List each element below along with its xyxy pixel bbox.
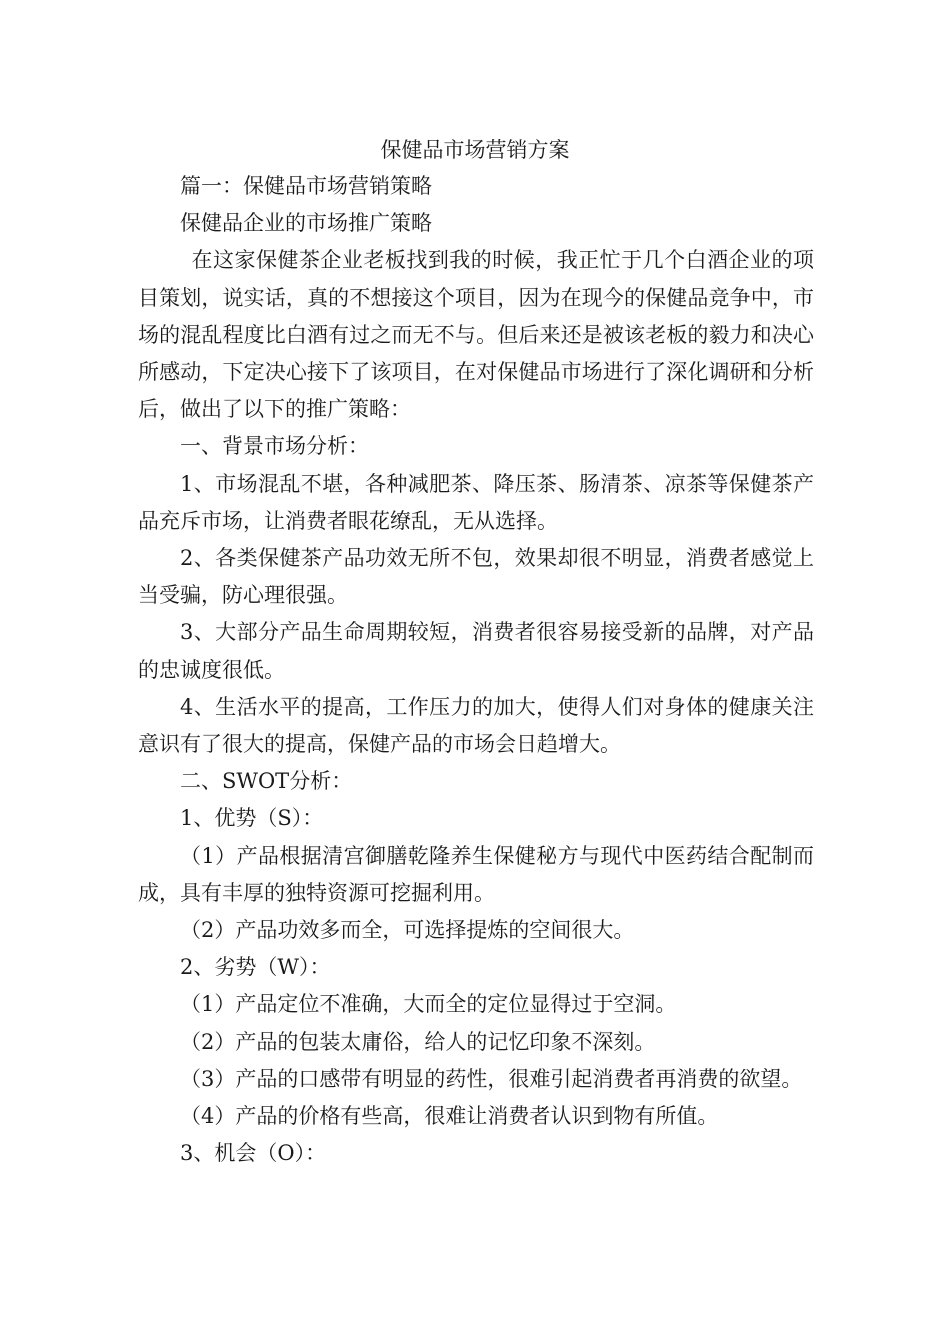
background-item-1: 1、市场混乱不堪，各种减肥茶、降压茶、肠清茶、凉茶等保健茶产品充斥市场，让消费者眼花缭乱，无从选择。 [138, 471, 814, 533]
heading-strengths: 1、优势（S）： [180, 806, 324, 831]
weakness-item-1: （1）产品定位不准确，大而全的定位显得过于空洞。 [180, 992, 677, 1017]
section-heading-part-one: 篇一：保健品市场营销策略 [180, 174, 432, 198]
weakness-item-2: （2）产品的包装太庸俗，给人的记忆印象不深刻。 [180, 1029, 656, 1054]
heading-weaknesses: 2、劣势（W）： [180, 955, 331, 980]
strength-item-2: （2）产品功效多而全，可选择提炼的空间很大。 [180, 918, 635, 943]
weakness-item-4: （4）产品的价格有些高，很难让消费者认识到物有所值。 [180, 1104, 719, 1129]
subheading-promotion-strategy: 保健品企业的市场推广策略 [180, 211, 432, 236]
intro-paragraph: 在这家保健茶企业老板找到我的时候，我正忙于几个白酒企业的项目策划，说实话，真的不想接这个项目，因为在现今的保健品竞争中，市场的混乱程度比白酒有过之而无不与。但后来还是被该老板的毅力和决心所感动，下定决心接下了该项目，在对保健品市场进行了深化调研和分析后，做出了以下的推广策略： [138, 248, 814, 422]
document-body [138, 168, 814, 1172]
strength-item-1: （1）产品根据清宫御膳乾隆养生保健秘方与现代中医药结合配制而成，具有丰厚的独特资源可挖掘利用。 [138, 843, 814, 905]
background-item-2: 2、各类保健茶产品功效无所不包，效果却很不明显，消费者感觉上当受骗，防心理很强。 [138, 546, 814, 608]
heading-background-analysis: 一、背景市场分析： [180, 434, 369, 459]
weakness-item-3: （3）产品的口感带有明显的药性，很难引起消费者再消费的欲望。 [180, 1066, 803, 1091]
heading-swot-analysis: 二、SWOT分析： [180, 769, 353, 794]
background-item-3: 3、大部分产品生命周期较短，消费者很容易接受新的品牌，对产品的忠诚度很低。 [138, 620, 814, 682]
heading-opportunities: 3、机会（O）： [180, 1141, 327, 1166]
background-item-4: 4、生活水平的提高，工作压力的加大，使得人们对身体的健康关注意识有了很大的提高，保健产品的市场会日趋增大。 [138, 694, 814, 757]
document-title: 保健品市场营销方案 [380, 138, 570, 162]
